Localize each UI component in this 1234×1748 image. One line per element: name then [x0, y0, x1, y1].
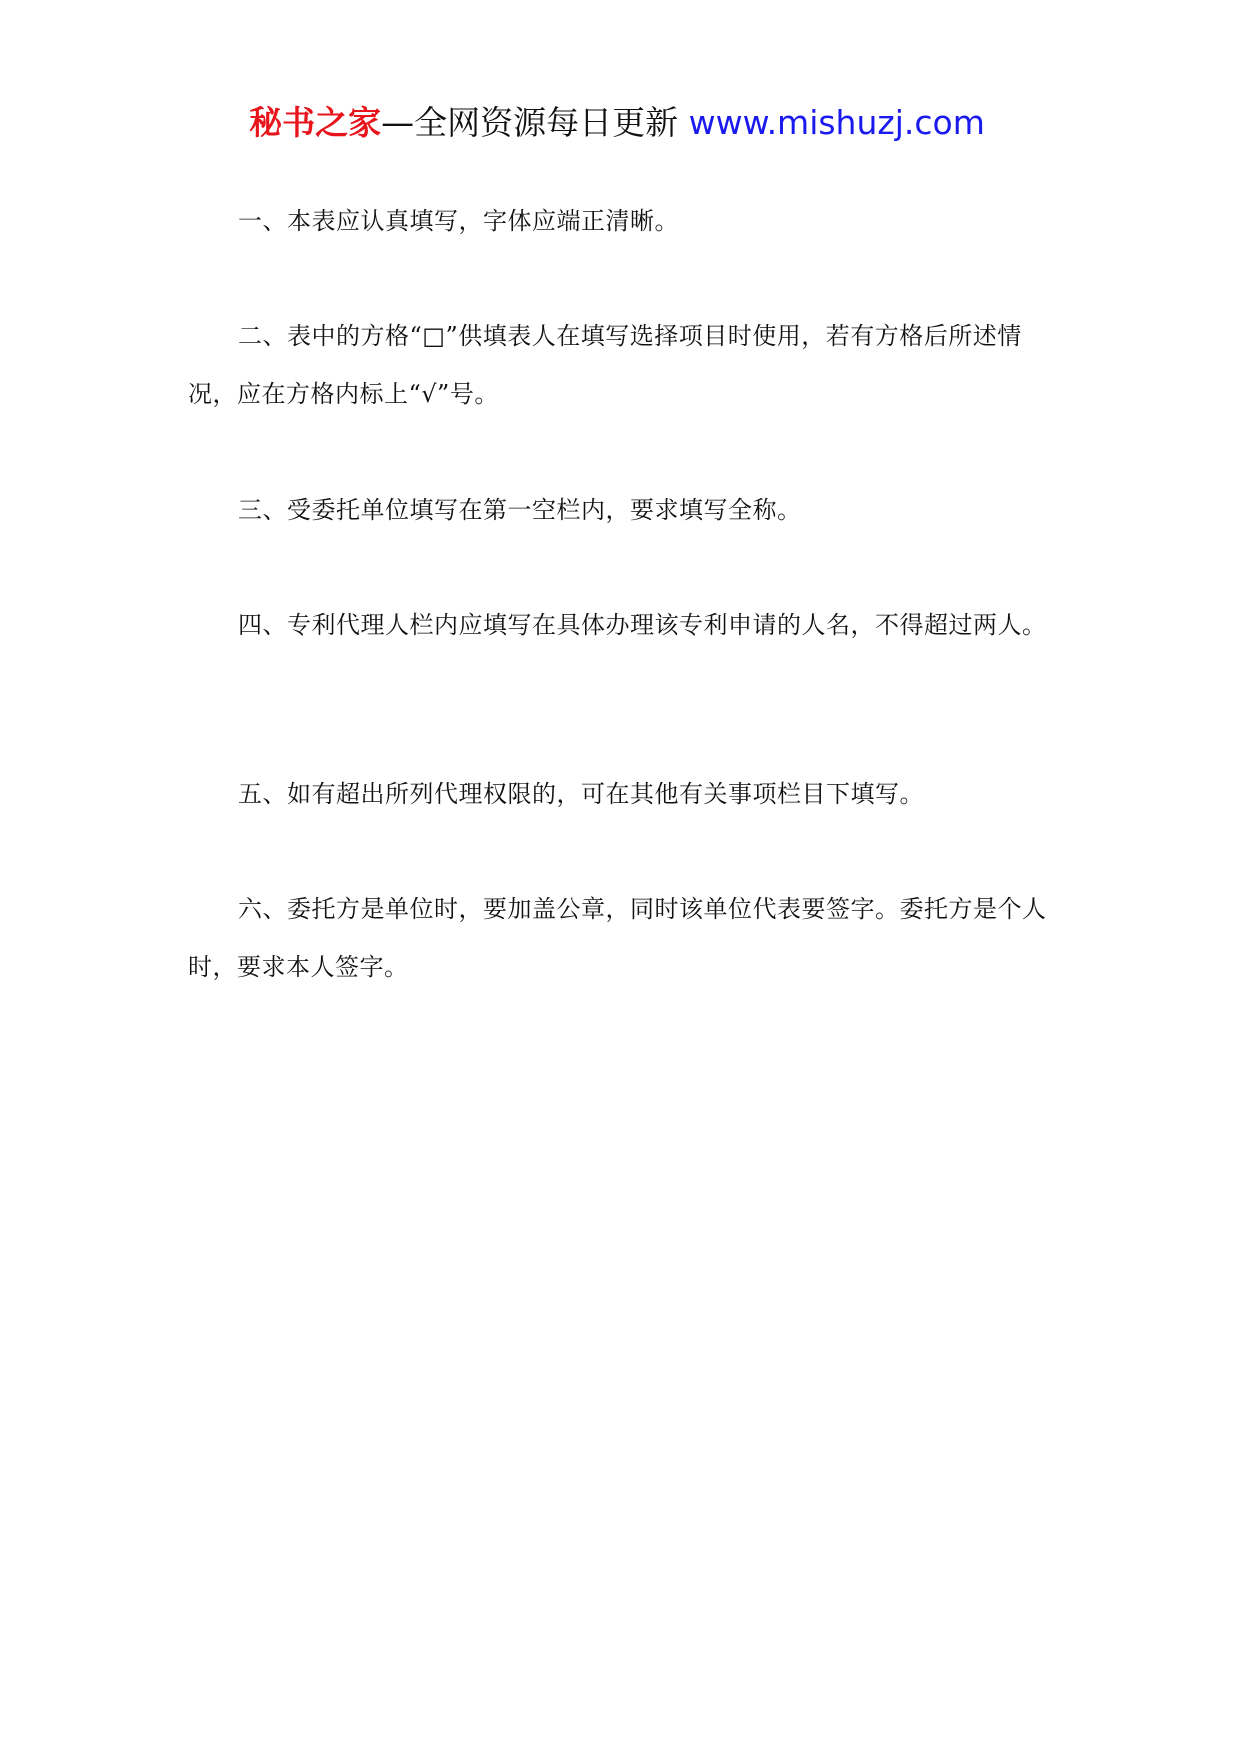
instruction-paragraph-2: 二、表中的方格“□”供填表人在填写选择项目时使用，若有方格后所述情况，应在方格内标上“√”号。 — [188, 322, 1022, 408]
instruction-paragraph-5: 五、如有超出所列代理权限的，可在其他有关事项栏目下填写。 — [238, 780, 924, 808]
site-header — [0, 98, 1234, 148]
instruction-paragraph-3: 三、受委托单位填写在第一空栏内，要求填写全称。 — [238, 496, 802, 524]
instruction-paragraph-6: 六、委托方是单位时，要加盖公章，同时该单位代表要签字。委托方是个人时，要求本人签字。 — [188, 895, 1047, 981]
instruction-paragraph-4: 四、专利代理人栏内应填写在具体办理该专利申请的人名，不得超过两人。 — [238, 611, 1047, 639]
site-url-link[interactable]: www.mishuzj.com — [688, 103, 985, 142]
brand-name: 秘书之家 — [249, 103, 382, 142]
header-slogan: —全网资源每日更新 — [381, 103, 689, 142]
instruction-paragraph-1: 一、本表应认真填写，字体应端正清晰。 — [238, 207, 679, 235]
